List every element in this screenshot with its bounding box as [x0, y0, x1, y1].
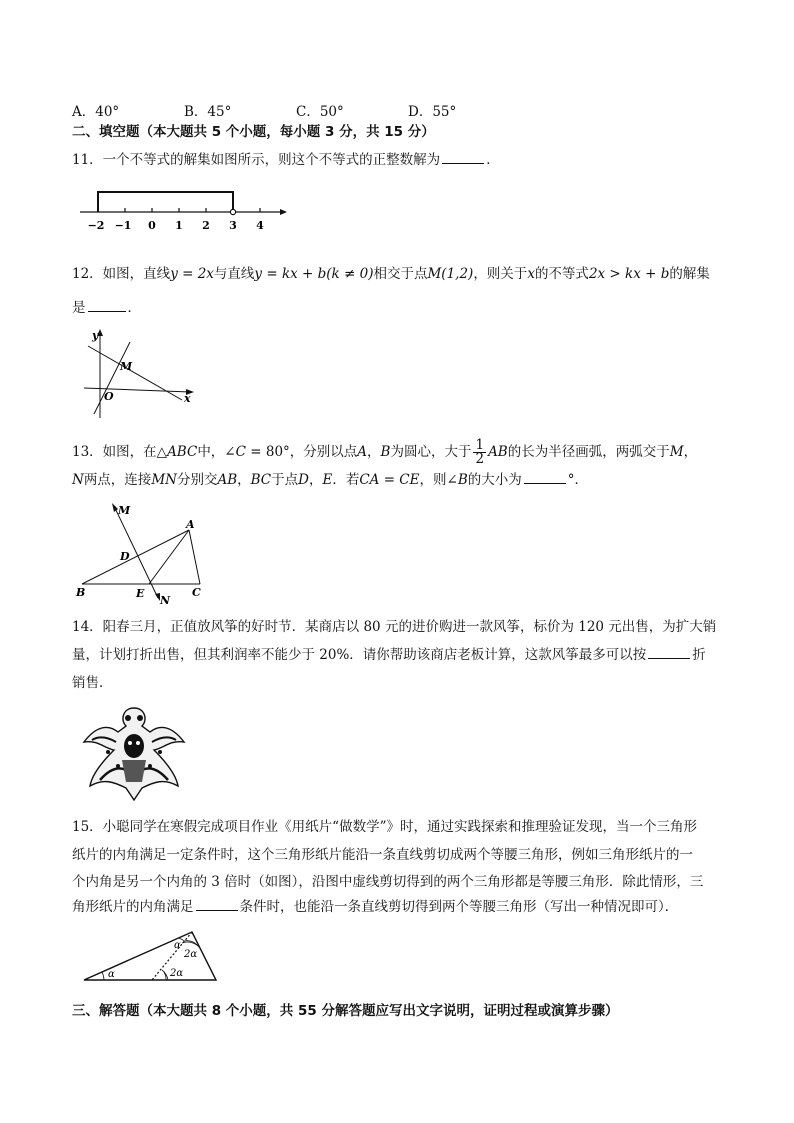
q15-line2: 纸片的内角满足一定条件时，这个三角形纸片能沿一条直线剪切成两个等腰三角形，例如三角形纸片的一	[72, 847, 693, 863]
q12-answer-blank	[88, 299, 126, 312]
q12-x-label: x	[184, 392, 191, 405]
q12-stem: 的不等式	[534, 266, 589, 282]
q13-stem: 于点	[271, 472, 299, 488]
q12-line1-equation: y = 2x	[170, 266, 214, 282]
q13-label-e: E	[136, 587, 145, 600]
q13-stem: 的长为半径画弧，两弧交于	[507, 444, 670, 460]
section3-title: 三、解答题（本大题共 8 个小题，共 55 分解答题应写出文字说明，证明过程或演算步骤）	[72, 1003, 619, 1019]
q13-fraction	[473, 439, 486, 466]
q13-var: BC	[250, 472, 272, 488]
q13-var: B	[457, 472, 468, 488]
q13-label-b: B	[76, 586, 86, 599]
q11-tick-label: 3	[229, 219, 237, 232]
q13-stem: 分别交	[176, 472, 218, 488]
q15-line1: 15．小聪同学在寒假完成项目作业《用纸片“做数学”》时，通过实践探索和推理验证发现，当一个三角形	[72, 819, 697, 835]
q13-var: C	[235, 444, 246, 460]
q13-var: N	[72, 472, 84, 488]
q13-label-a: A	[186, 518, 195, 531]
q11-tick-label: 2	[202, 219, 210, 232]
q13-var: AB	[488, 444, 508, 460]
q13-stem: = 80°，分别以点	[245, 444, 358, 460]
q13-label-c: C	[192, 586, 201, 599]
q13-stem: ．若	[332, 472, 360, 488]
q12-stem: 与直线	[213, 266, 255, 282]
q13-line2	[72, 470, 588, 490]
q13-var: M	[669, 444, 684, 460]
q13-stem: 两点，连接	[83, 472, 152, 488]
q10-option-d: D．55°	[408, 104, 457, 120]
q11-stem: 11．一个不等式的解集如图所示，则这个不等式的正整数解为	[72, 152, 441, 168]
q15-answer-blank	[196, 898, 238, 911]
q13-stem: 的大小为	[467, 472, 522, 488]
q14-line1: 14．阳春三月，正值放风筝的好时节．某商店以 80 元的进价购进一款风筝，标价为 120 元出售，为扩大销	[72, 619, 717, 635]
q12-figure	[76, 326, 201, 420]
q13-stem: ，	[367, 444, 381, 460]
q13-label-d: D	[120, 550, 130, 563]
q13-stem: ，	[237, 472, 251, 488]
q13-stem: °．	[567, 472, 588, 488]
q12-stem: 的解集	[669, 266, 710, 282]
q12-line2	[72, 298, 141, 318]
q13-line1	[72, 437, 697, 467]
q12-y-label: y	[92, 329, 99, 342]
section2-title: 二、填空题（本大题共 5 个小题，每小题 3 分，共 15 分）	[72, 124, 435, 140]
q13-var: ABC	[167, 444, 198, 460]
q11-period: ．	[486, 152, 500, 168]
q13-stem: 为圆心，大于	[390, 444, 472, 460]
fraction-denominator: 2	[475, 451, 485, 467]
q15-angle-label: α	[174, 940, 181, 951]
q11-tick-label: 4	[256, 219, 264, 232]
q11-number-line	[76, 182, 291, 234]
q10-option-b: B．45°	[184, 104, 232, 120]
q11-answer-blank	[442, 151, 484, 164]
q13-var: D	[298, 472, 309, 488]
q14-line2	[72, 645, 706, 665]
q11-tick-label: −1	[114, 219, 132, 232]
q12-inequality: 2x > kx + b	[588, 266, 670, 282]
q14-stem: 折	[692, 647, 706, 663]
q12-var: x	[527, 266, 535, 282]
q11-tick-label: 1	[175, 219, 183, 232]
q12-origin-label: O	[104, 390, 114, 403]
q13-answer-blank	[524, 471, 566, 484]
q12-stem: 相交于点	[373, 266, 428, 282]
q11-text	[72, 150, 500, 170]
q15-line4	[72, 897, 678, 917]
q12-point-label: M	[120, 360, 133, 373]
q15-stem: 角形纸片的内角满足	[72, 899, 194, 915]
q13-var: A	[357, 444, 368, 460]
q12-point: M(1,2)	[427, 266, 474, 282]
q13-var: E	[322, 472, 333, 488]
q10-option-a: A．40°	[72, 104, 120, 120]
q11-tick-label: −2	[87, 219, 105, 232]
q12-stem: ，则关于	[473, 266, 528, 282]
q12-period: ．	[127, 300, 141, 316]
q13-var: MN	[151, 472, 177, 488]
q12-line2-equation: y = kx + b(k ≠ 0)	[254, 266, 374, 282]
q14-stem: 量，计划打折出售，但其利润率不能少于 20%．请你帮助该商店老板计算，这款风筝最多可以按	[72, 647, 647, 663]
q13-figure	[72, 500, 212, 605]
q15-line3: 个内角是另一个内角的 3 倍时（如图），沿图中虚线剪切得到的两个三角形都是等腰三角形．除此情形，三	[72, 874, 704, 890]
q15-stem: 条件时，也能沿一条直线剪切得到两个等腰三角形（写出一种情况即可）．	[239, 899, 679, 915]
q10-option-c: C．50°	[296, 104, 344, 120]
q12-stem: 是	[72, 300, 86, 316]
q12-stem: 12．如图，直线	[72, 266, 171, 282]
q13-stem: 中，∠	[197, 444, 236, 460]
q13-var: B	[380, 444, 391, 460]
q14-answer-blank	[648, 646, 690, 659]
q14-line3: 销售．	[72, 675, 113, 691]
q15-angle-label: α	[108, 969, 115, 980]
q13-stem: ，	[308, 472, 323, 488]
q15-angle-label: 2α	[184, 949, 198, 960]
q12-line1	[72, 264, 710, 284]
q13-label-n: N	[160, 594, 171, 605]
q15-triangle-figure	[80, 924, 220, 986]
q13-stem: 13．如图，在△	[72, 444, 168, 460]
q13-stem: ，	[683, 444, 698, 460]
fraction-numerator: 1	[475, 437, 485, 453]
q13-stem: ，则∠	[419, 472, 458, 488]
q11-tick-label: 0	[148, 219, 156, 232]
q15-angle-label: 2α	[170, 968, 184, 979]
q13-var: AB	[217, 472, 238, 488]
q13-label-m: M	[118, 504, 131, 517]
q13-condition: CA = CE	[359, 472, 420, 488]
kite-image	[78, 702, 190, 804]
